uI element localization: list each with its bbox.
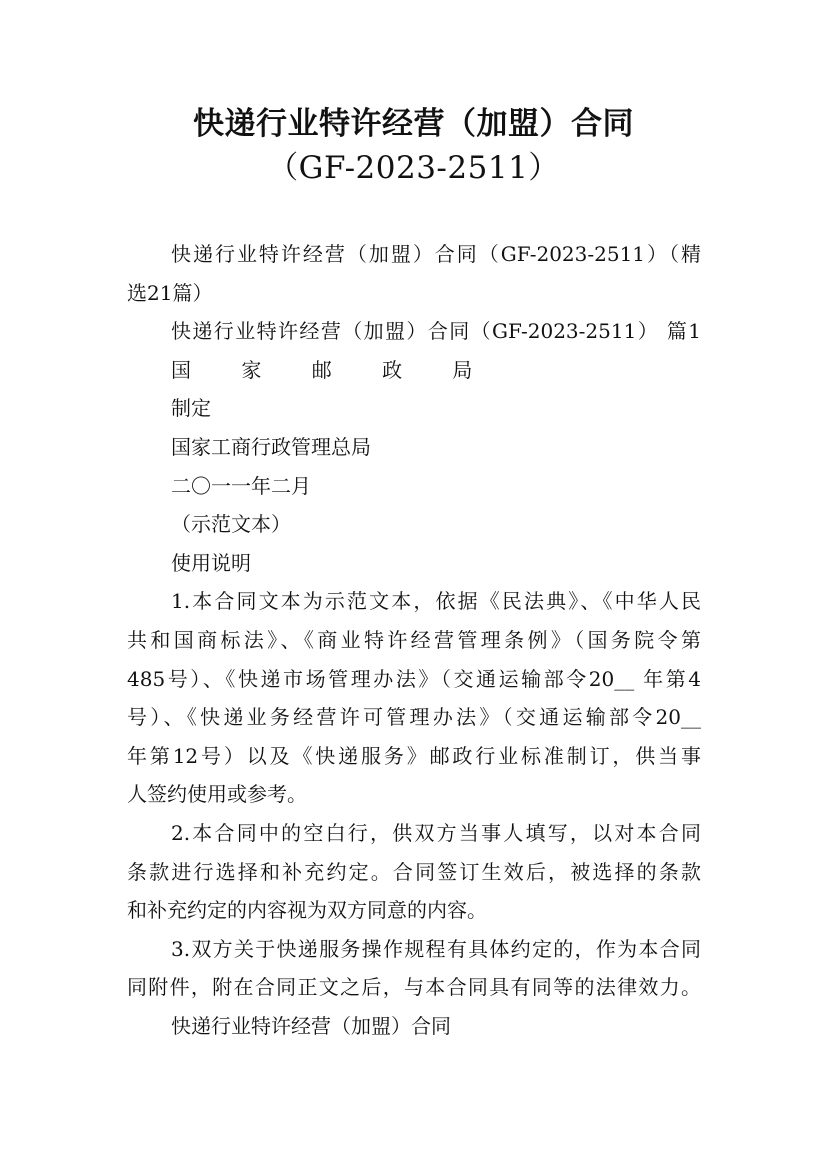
paragraph-line: 同附件，附在合同正文之后，与本合同具有同等的法律效力。 bbox=[127, 975, 701, 1000]
paragraph-line: （示范文本） bbox=[171, 512, 291, 537]
paragraph-line: 共和国商标法》、《商业特许经营管理条例》（国务院令第 bbox=[127, 627, 701, 652]
paragraph-line: 使用说明 bbox=[171, 550, 251, 575]
paragraph-line: 条款进行选择和补充约定。合同签订生效后，被选择的条款 bbox=[127, 859, 701, 884]
paragraph-line: 国家工商行政管理总局 bbox=[171, 434, 371, 459]
paragraph-line: 快递行业特许经营（加盟）合同（GF-2023-2511）（精 bbox=[171, 242, 701, 266]
document-body bbox=[127, 235, 707, 1045]
paragraph-line: 3.双方关于快递服务操作规程有具体约定的，作为本合同 bbox=[171, 936, 701, 961]
paragraph-line: 485号）、《快递市场管理办法》（交通运输部令20__ 年第4 bbox=[127, 666, 701, 691]
paragraph-line: 选21篇） bbox=[127, 280, 213, 305]
paragraph-line: 制定 bbox=[171, 396, 211, 421]
paragraph-line: 和补充约定的内容视为双方同意的内容。 bbox=[127, 898, 487, 923]
document-title-code: （GF-2023-2511） bbox=[267, 150, 560, 186]
paragraph-line: 2.本合同中的空白行，供双方当事人填写，以对本合同 bbox=[171, 820, 701, 845]
paragraph-line: 号）、《快递业务经营许可管理办法》（交通运输部令20__ bbox=[127, 705, 701, 730]
paragraph-line: 快递行业特许经营（加盟）合同（GF-2023-2511） 篇1 bbox=[171, 319, 701, 344]
paragraph-line: 1.本合同文本为示范文本，依据《民法典》、《中华人民 bbox=[171, 589, 701, 614]
paragraph-line: 二〇一一年二月 bbox=[171, 473, 311, 498]
paragraph-line: 国 家 邮 政 局 bbox=[171, 357, 495, 382]
paragraph-line: 人签约使用或参考。 bbox=[127, 782, 307, 807]
paragraph-line: 快递行业特许经营（加盟）合同 bbox=[171, 1013, 451, 1038]
paragraph-line: 年第12号）以及《快递服务》邮政行业标准制订，供当事 bbox=[127, 743, 701, 768]
document-title: 快递行业特许经营（加盟）合同 bbox=[193, 106, 634, 142]
